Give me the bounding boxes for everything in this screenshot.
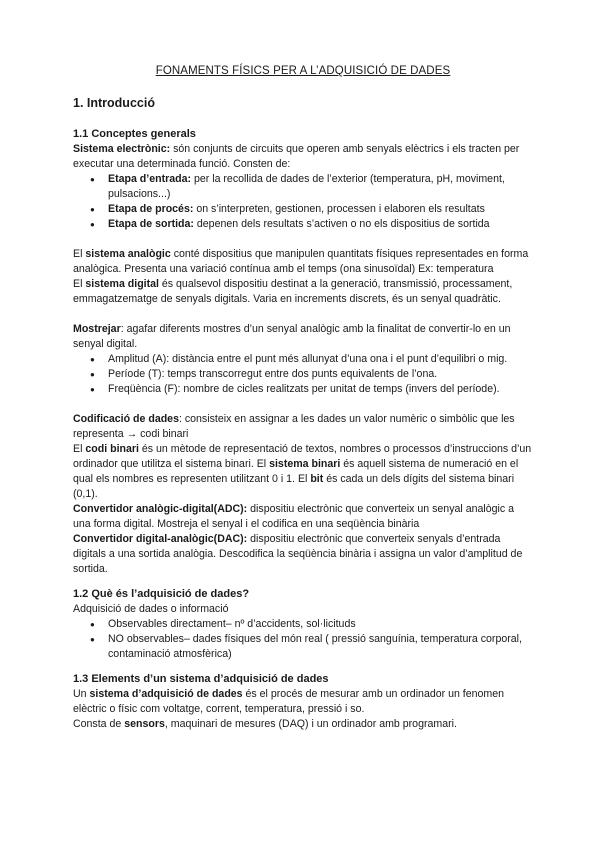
paragraph-codi-binari [73,442,533,502]
list-adquisicio [73,617,533,662]
text-pre: Consta de [73,718,125,730]
spacer [73,397,533,412]
text-etapa-proces: on s’interpreten, gestionen, processen i elaboren els resultats [193,203,485,215]
subsection-heading-1-2: 1.2 Què és l’adquisició de dades? [73,588,250,600]
term-mostrejar: Mostrejar [73,323,121,335]
term-etapa-entrada: Etapa d’entrada: [108,173,192,185]
text-adc: dispositiu electrònic que converteix un senyal analògic a una forma digital. Mostreja el senyal i el codifica en una seqüència binària [73,503,514,530]
text-pre: El [73,248,86,260]
spacer [73,662,533,672]
list-item-etapa-sortida [108,217,533,232]
paragraph-consta-de [73,717,533,732]
term-sensors: sensors [124,718,165,730]
paragraph-adquisicio-intro: Adquisició de dades o informació [73,603,229,615]
paragraph-dac [73,532,533,577]
term-sistema-binari: sistema binari [269,458,341,470]
text-sistema-binari: és aquell sistema de numeració en el qual els nombres es representen utilitzant 0 i 1. El [73,458,519,485]
text-codi-binari: és un mètode de representació de textos, nombres o processos d’instruccions d’un ordinador que utilitza el sistema binari. El [73,443,532,470]
spacer [73,232,533,247]
list-item-etapa-entrada [108,172,533,202]
term-dac: Convertidor digital-analògic(DAC): [73,533,248,545]
section-heading-introduccio: 1. Introducció [73,96,155,110]
term-sistema-adquisicio: sistema d’adquisició de dades [89,688,243,700]
list-mostreig [73,352,533,397]
text-mostrejar: : agafar diferents mostres d’un senyal analògic amb la finalitat de convertir-lo en un senyal digital. [73,323,511,350]
document-page [73,64,533,732]
term-sistema-digital: sistema digital [85,278,159,290]
text-consta-de: , maquinari de mesures (DAQ) i un ordinador amb programari. [164,718,457,730]
term-codificacio: Codificació de dades [73,413,179,425]
text-etapa-entrada: per la recollida de dades de l’exterior (temperatura, pH, moviment, pulsacions...) [108,173,505,200]
term-adc: Convertidor analògic-digital(ADC): [73,503,248,515]
paragraph-sistema-adquisicio [73,687,533,717]
text-bit: és cada un dels dígits del sistema binari (0,1). [73,473,515,500]
text-dac: dispositiu electrònic que converteix senyals d’entrada digitals a una sortida analògia. Descodifica la seqüència binària i assigna un valor d’amplitud de sortida. [73,533,523,575]
text-sistema-adquisicio: és el procés de mesurar amb un ordinador un fenomen elèctric o físic com voltatge, corrent, temperatura, pressió i so. [73,688,505,715]
text-pre: Un [73,688,90,700]
text-pre: El [73,278,86,290]
paragraph-sistema-digital [73,277,533,307]
paragraph-codificacio [73,412,533,442]
paragraph-sistema-electronic [73,142,533,172]
text-sistema-electronic: són conjunts de circuits que operen amb senyals elèctrics i els tracten per executar una determinada funció. Consten de: [73,143,520,170]
text-pre: El [73,443,86,455]
text-sistema-digital: és qualsevol dispositiu destinat a la generació, transmissió, processament, emmagatzematge de senyals digitals. Varia en increments discrets, és un senyal quadràtic. [73,278,513,305]
paragraph-sistema-analogic [73,247,533,277]
list-etapes [73,172,533,232]
subsection-heading-1-1: 1.1 Conceptes generals [73,128,196,140]
list-item-observables: ● Observables directament– nº d’accidents, sol·licituds [108,617,533,632]
list-item-periode: ● Període (T): temps transcorregut entre dos punts equivalents de l’ona. [108,367,533,382]
list-item-no-observables: ● NO observables– dades físiques del món real ( pressió sanguínia, temperatura corporal, contaminació atmosfèrica) [108,632,533,662]
term-bit: bit [310,473,324,485]
spacer [73,307,533,322]
list-item-frequencia: ● Freqüència (F): nombre de cicles realitzats per unitat de temps (invers del període). [108,382,533,397]
text-etapa-sortida: depenen dels resultats s’activen o no els dispositius de sortida [193,218,490,230]
list-item-amplitud: ● Amplitud (A): distància entre el punt més allunyat d’una ona i el punt d’equilibri o mig. [108,352,533,367]
list-item-etapa-proces [108,202,533,217]
subsection-heading-1-3: 1.3 Elements d’un sistema d’adquisició de dades [73,673,329,685]
text-sistema-analogic: conté dispositius que manipulen quantitats físiques representades en forma analògica. Presenta una variació contínua amb el temps (ona sinusoïdal) Ex: temperatura [73,248,529,275]
term-etapa-sortida: Etapa de sortida: [108,218,194,230]
text-codificacio: : consisteix en assignar a les dades un valor numèric o simbòlic que les representa → codi binari [73,413,515,440]
paragraph-mostrejar [73,322,533,352]
term-etapa-proces: Etapa de procés: [108,203,194,215]
paragraph-adc [73,502,533,532]
spacer [73,577,533,587]
term-sistema-electronic: Sistema electrònic: [73,143,171,155]
term-codi-binari: codi binari [85,443,139,455]
document-title: FONAMENTS FÍSICS PER A L’ADQUISICIÓ DE DADES [155,65,451,77]
term-sistema-analogic: sistema analògic [85,248,171,260]
